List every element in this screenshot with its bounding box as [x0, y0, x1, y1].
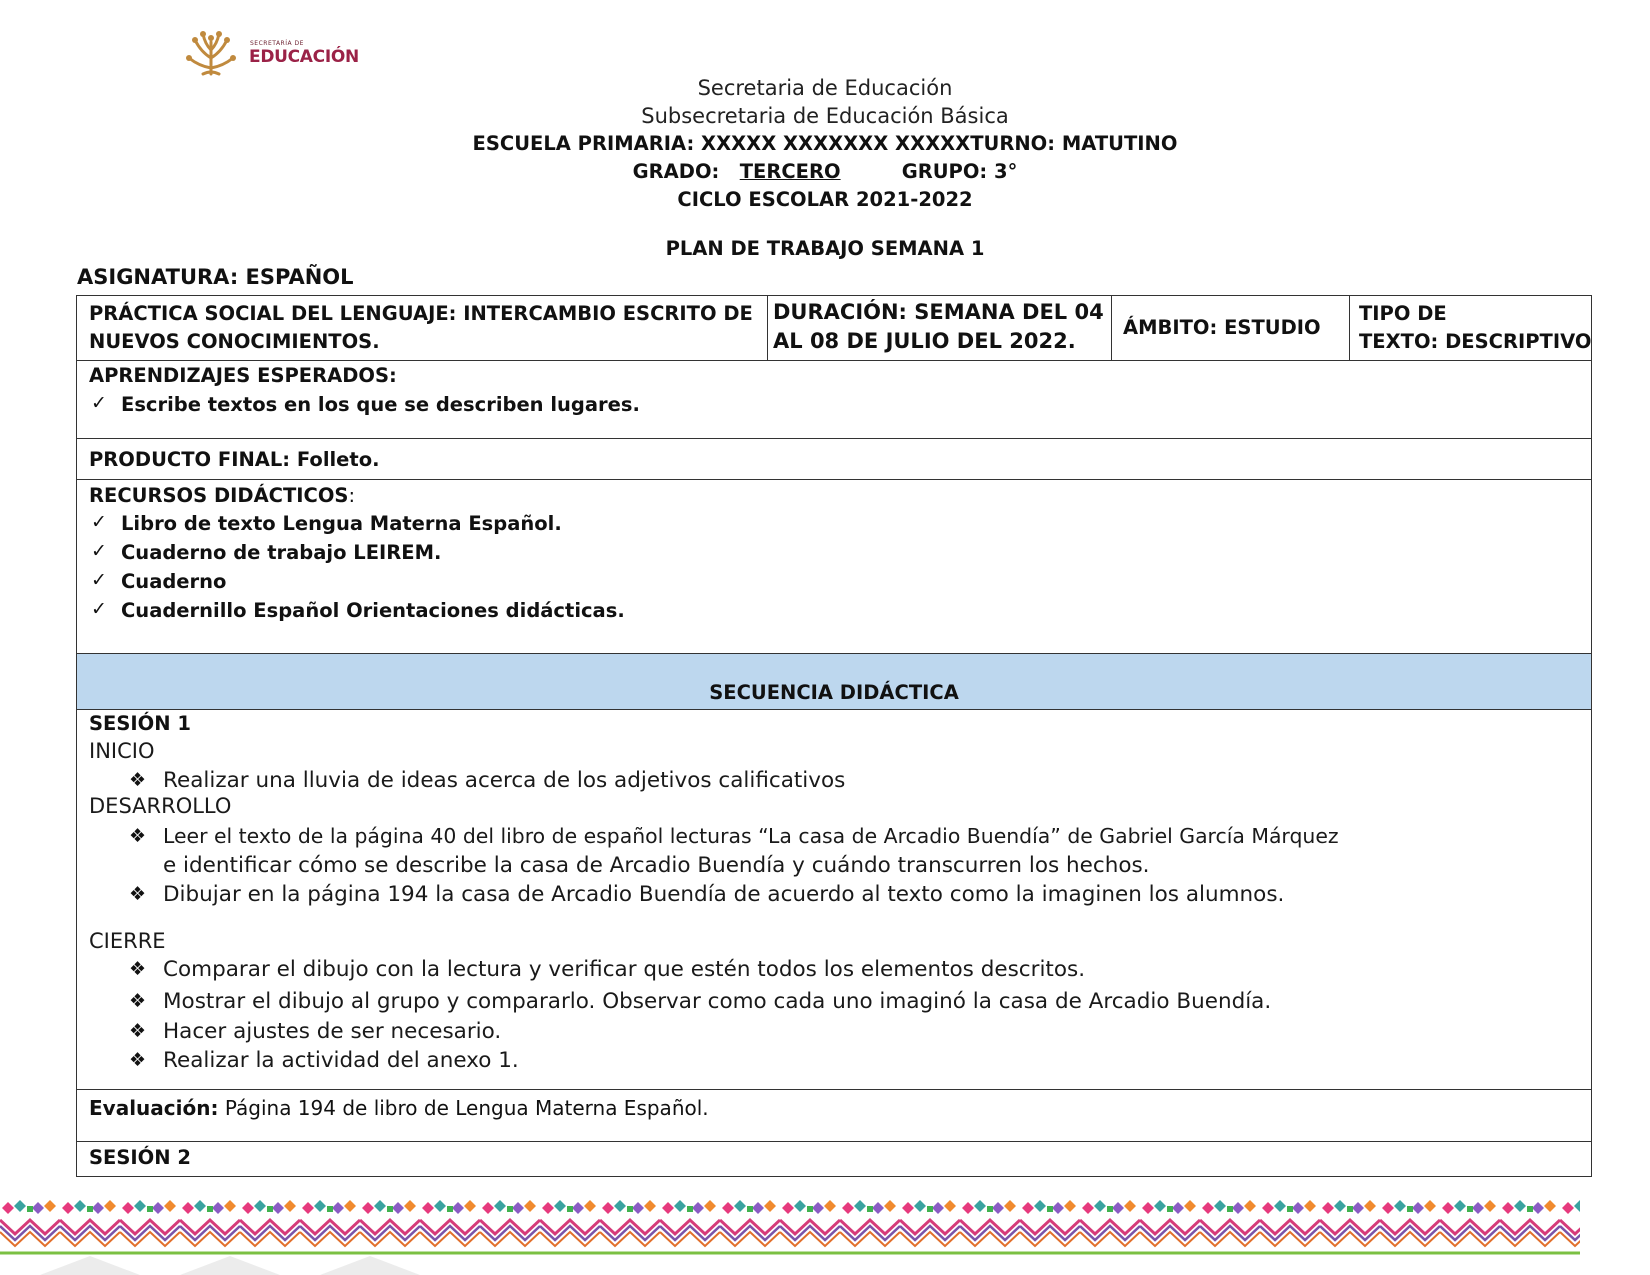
desarrollo-label: DESARROLLO: [89, 794, 232, 818]
logo-small-text: SECRETARÍA DE: [250, 40, 304, 47]
check-icon: ✓: [91, 511, 107, 533]
check-icon: ✓: [91, 598, 107, 620]
check-icon: ✓: [91, 392, 107, 414]
grupo-value: GRUPO: 3°: [901, 160, 1018, 183]
producto-value: Folleto.: [296, 448, 380, 471]
desarrollo-item-line: e identificar cómo se describe la casa de Arcadio Buendía y cuándo transcurren los hechos.: [163, 853, 1150, 878]
cierre-label: CIERRE: [89, 929, 166, 953]
row-divider: [77, 1089, 1591, 1090]
header-line-escuela: ESCUELA PRIMARIA: XXXXX XXXXXXX XXXXXTURNO: MATUTINO: [472, 132, 1178, 155]
plan-table: [76, 295, 1592, 1177]
tree-emblem-icon: [183, 28, 239, 78]
check-icon: ✓: [91, 569, 107, 591]
desarrollo-item: Dibujar en la página 194 la casa de Arcadio Buendía de acuerdo al texto como la imaginen los alumnos.: [163, 882, 1285, 907]
secuencia-title: SECUENCIA DIDÁCTICA: [709, 681, 959, 704]
diamond-bullet-icon: ❖: [129, 1020, 147, 1042]
header-line-secretaria: Secretaria de Educación: [697, 76, 953, 100]
recurso-item: Cuaderno de trabajo LEIREM.: [121, 541, 442, 564]
ambito-text: ÁMBITO: ESTUDIO: [1123, 316, 1321, 339]
cierre-item: Realizar la actividad del anexo 1.: [163, 1048, 519, 1073]
col-divider: [1111, 296, 1112, 360]
asignatura-label: ASIGNATURA: ESPAÑOL: [77, 265, 354, 289]
producto-label: PRODUCTO FINAL:: [89, 448, 291, 471]
aprendizajes-label: APRENDIZAJES ESPERADOS:: [89, 364, 397, 387]
row-divider: [77, 653, 1591, 654]
logo-big-text: EDUCACIÓN: [249, 47, 359, 67]
check-icon: ✓: [91, 540, 107, 562]
evaluacion-value: Página 194 de libro de Lengua Materna Español.: [224, 1096, 709, 1120]
grado-label: GRADO:: [632, 160, 720, 183]
diamond-bullet-icon: ❖: [129, 883, 147, 905]
diamond-bullet-icon: ❖: [129, 825, 147, 847]
diamond-bullet-icon: ❖: [129, 990, 147, 1012]
recursos-label: RECURSOS DIDÁCTICOS:: [89, 484, 356, 507]
producto-final: [89, 448, 380, 471]
tipo-line1: TIPO DE: [1359, 302, 1447, 325]
practica-line2: NUEVOS CONOCIMIENTOS.: [89, 330, 380, 353]
recurso-item: Cuadernillo Español Orientaciones didácticas.: [121, 599, 625, 622]
embroidery-band-icon: [0, 1198, 1650, 1275]
duracion-line2: AL 08 DE JULIO DEL 2022.: [773, 329, 1076, 353]
sesion1-title: SESIÓN 1: [89, 712, 191, 735]
row-divider: [77, 709, 1591, 710]
sesion2-title: SESIÓN 2: [89, 1146, 191, 1169]
evaluacion: [89, 1096, 709, 1120]
aprendizaje-item: Escribe textos en los que se describen lugares.: [121, 393, 640, 416]
inicio-item: Realizar una lluvia de ideas acerca de los adjetivos calificativos: [163, 768, 846, 793]
plan-title: PLAN DE TRABAJO SEMANA 1: [665, 237, 985, 260]
cierre-item: Hacer ajustes de ser necesario.: [163, 1019, 502, 1044]
recurso-item: Libro de texto Lengua Materna Español.: [121, 512, 562, 535]
header-line-grado: [0, 160, 1650, 183]
row-divider: [77, 438, 1591, 439]
header-line-ciclo: CICLO ESCOLAR 2021-2022: [677, 188, 973, 211]
evaluacion-label: Evaluación:: [89, 1096, 219, 1120]
diamond-bullet-icon: ❖: [129, 958, 147, 980]
secretaria-logo: [183, 28, 383, 80]
col-divider: [767, 296, 768, 360]
col-divider: [1349, 296, 1350, 360]
inicio-label: INICIO: [89, 739, 155, 763]
tipo-line2: TEXTO: DESCRIPTIVO: [1359, 330, 1592, 353]
recurso-item: Cuaderno: [121, 570, 227, 593]
diamond-bullet-icon: ❖: [129, 769, 147, 791]
header-line-subsecretaria: Subsecretaria de Educación Básica: [641, 104, 1009, 128]
practica-line1: PRÁCTICA SOCIAL DEL LENGUAJE: INTERCAMBIO ESCRITO DE: [89, 302, 753, 325]
cierre-item: Mostrar el dibujo al grupo y compararlo. Observar como cada uno imaginó la casa de Arcadio Buendía.: [163, 989, 1272, 1014]
row-divider: [77, 479, 1591, 480]
diamond-bullet-icon: ❖: [129, 1049, 147, 1071]
cierre-item: Comparar el dibujo con la lectura y verificar que estén todos los elementos descritos.: [163, 957, 1086, 982]
row-divider: [77, 360, 1591, 361]
grado-value: TERCERO: [739, 160, 841, 183]
desarrollo-item-line: Leer el texto de la página 40 del libro de español lecturas “La casa de Arcadio Buendía” de Gabriel García Márquez: [163, 824, 1339, 848]
row-divider: [77, 1141, 1591, 1142]
duracion-line1: DURACIÓN: SEMANA DEL 04: [773, 300, 1104, 324]
